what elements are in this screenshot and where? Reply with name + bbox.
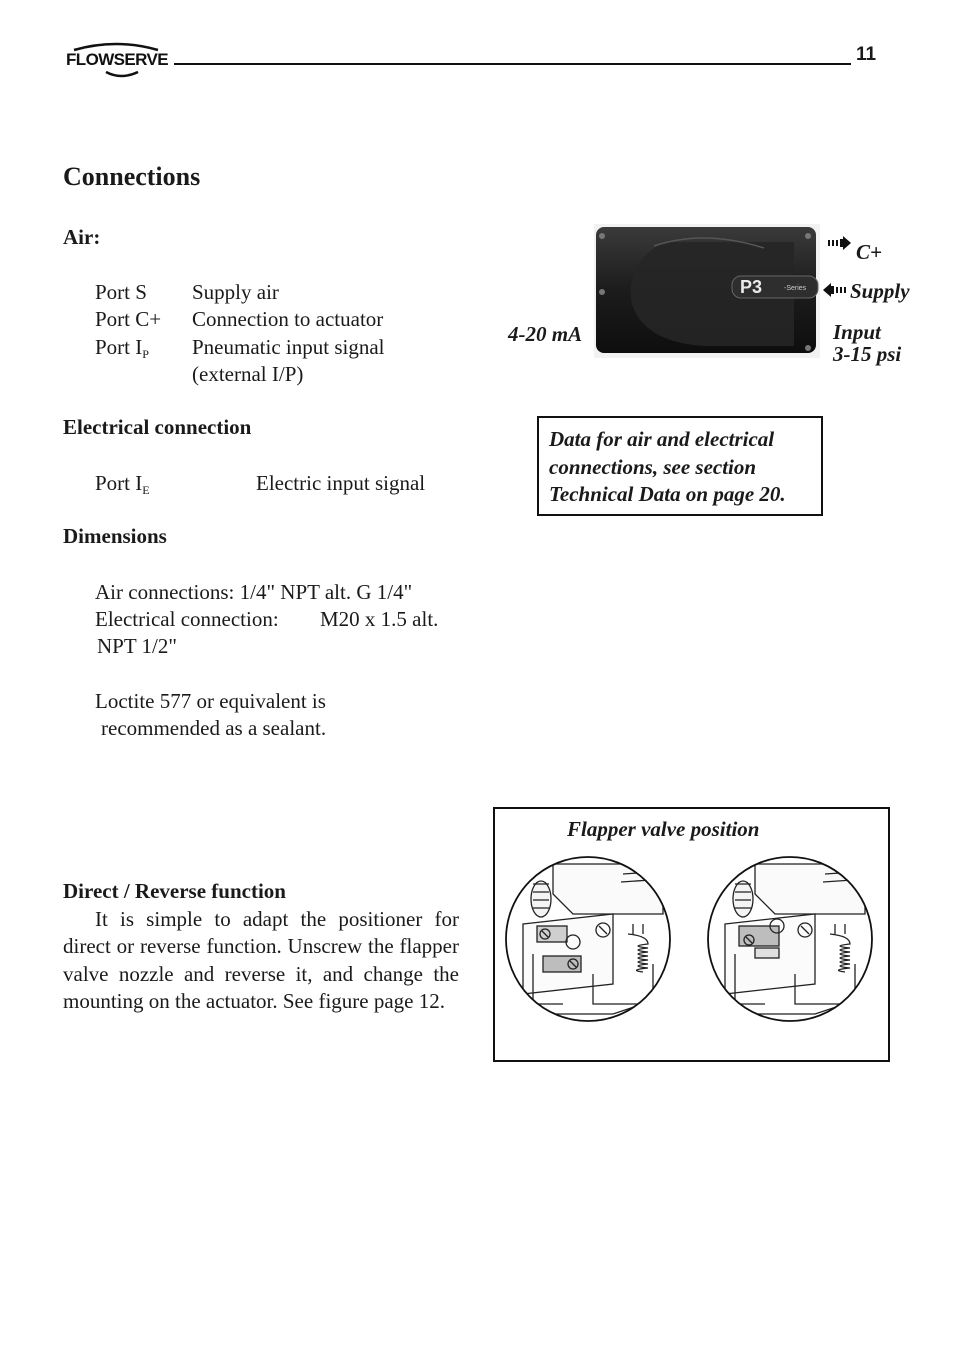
- port-ip-text: Port I: [95, 335, 143, 359]
- port-ip-subscript: P: [142, 347, 149, 361]
- direct-reverse-heading: Direct / Reverse function: [63, 879, 286, 903]
- port-ip-label: [95, 334, 149, 368]
- sealant-line1: Loctite 577 or equivalent is: [95, 689, 326, 713]
- port-ie-label: [95, 470, 150, 504]
- port-ip-desc: Pneumatic input signal: [192, 335, 385, 359]
- logo-text: FLOWSERVE: [66, 50, 168, 69]
- port-ie-desc: Electric input signal: [256, 471, 426, 495]
- label-psi: 3-15 psi: [833, 342, 902, 366]
- label-c-plus: C+: [856, 240, 882, 264]
- port-s-label: Port S: [95, 280, 147, 304]
- port-c-label: Port C+: [95, 307, 162, 331]
- technical-data-note: [537, 416, 823, 516]
- port-c-desc: Connection to actuator: [192, 307, 384, 331]
- label-supply: Supply: [850, 279, 910, 303]
- dimensions-air: Air connections: 1/4" NPT alt. G 1/4": [95, 580, 413, 604]
- c-plus-arrow-icon: [828, 236, 852, 255]
- sealant-line2: recommended as a sealant.: [101, 716, 327, 740]
- note-line1: Data for air and electrical: [549, 427, 775, 451]
- product-badge-series: -Series: [784, 285, 807, 292]
- page-title: Connections: [63, 162, 201, 191]
- flapper-valve-figure: [493, 807, 890, 1062]
- note-line3: Technical Data on page 20.: [549, 482, 786, 506]
- header-rule: [174, 63, 851, 65]
- dimensions-electrical-label: Electrical connection:: [95, 607, 279, 631]
- label-4-20-ma: 4-20 mA: [508, 322, 583, 346]
- air-heading: Air:: [63, 225, 101, 249]
- flapper-position-right-illustration: [705, 854, 875, 1026]
- flowserve-logo: [66, 40, 172, 80]
- product-badge: P3: [740, 277, 763, 297]
- flapper-position-left-illustration: [503, 854, 673, 1026]
- dimensions-npt: NPT 1/2": [97, 634, 177, 658]
- port-ip-desc2: (external I/P): [192, 362, 304, 386]
- electrical-heading: Electrical connection: [63, 415, 252, 439]
- flapper-figure-title: Flapper valve position: [567, 817, 760, 841]
- port-ie-subscript: E: [142, 483, 150, 497]
- port-ie-text: Port I: [95, 471, 143, 495]
- page-number: 11: [856, 44, 877, 65]
- dimensions-electrical-value: M20 x 1.5 alt.: [320, 607, 439, 631]
- direct-reverse-text: It is simple to adapt the positioner for direct or reverse function. Unscrew the flapper valve nozzle and reverse it, and change the mounting on the actuator. See figure page 12.: [63, 907, 459, 1013]
- note-line2: connections, see section: [549, 454, 757, 479]
- supply-arrow-icon: [822, 283, 846, 302]
- direct-reverse-paragraph: [63, 906, 459, 1015]
- dimensions-heading: Dimensions: [63, 524, 167, 548]
- label-input: Input: [833, 320, 881, 344]
- positioner-photo: [594, 224, 820, 358]
- port-s-desc: Supply air: [192, 280, 279, 304]
